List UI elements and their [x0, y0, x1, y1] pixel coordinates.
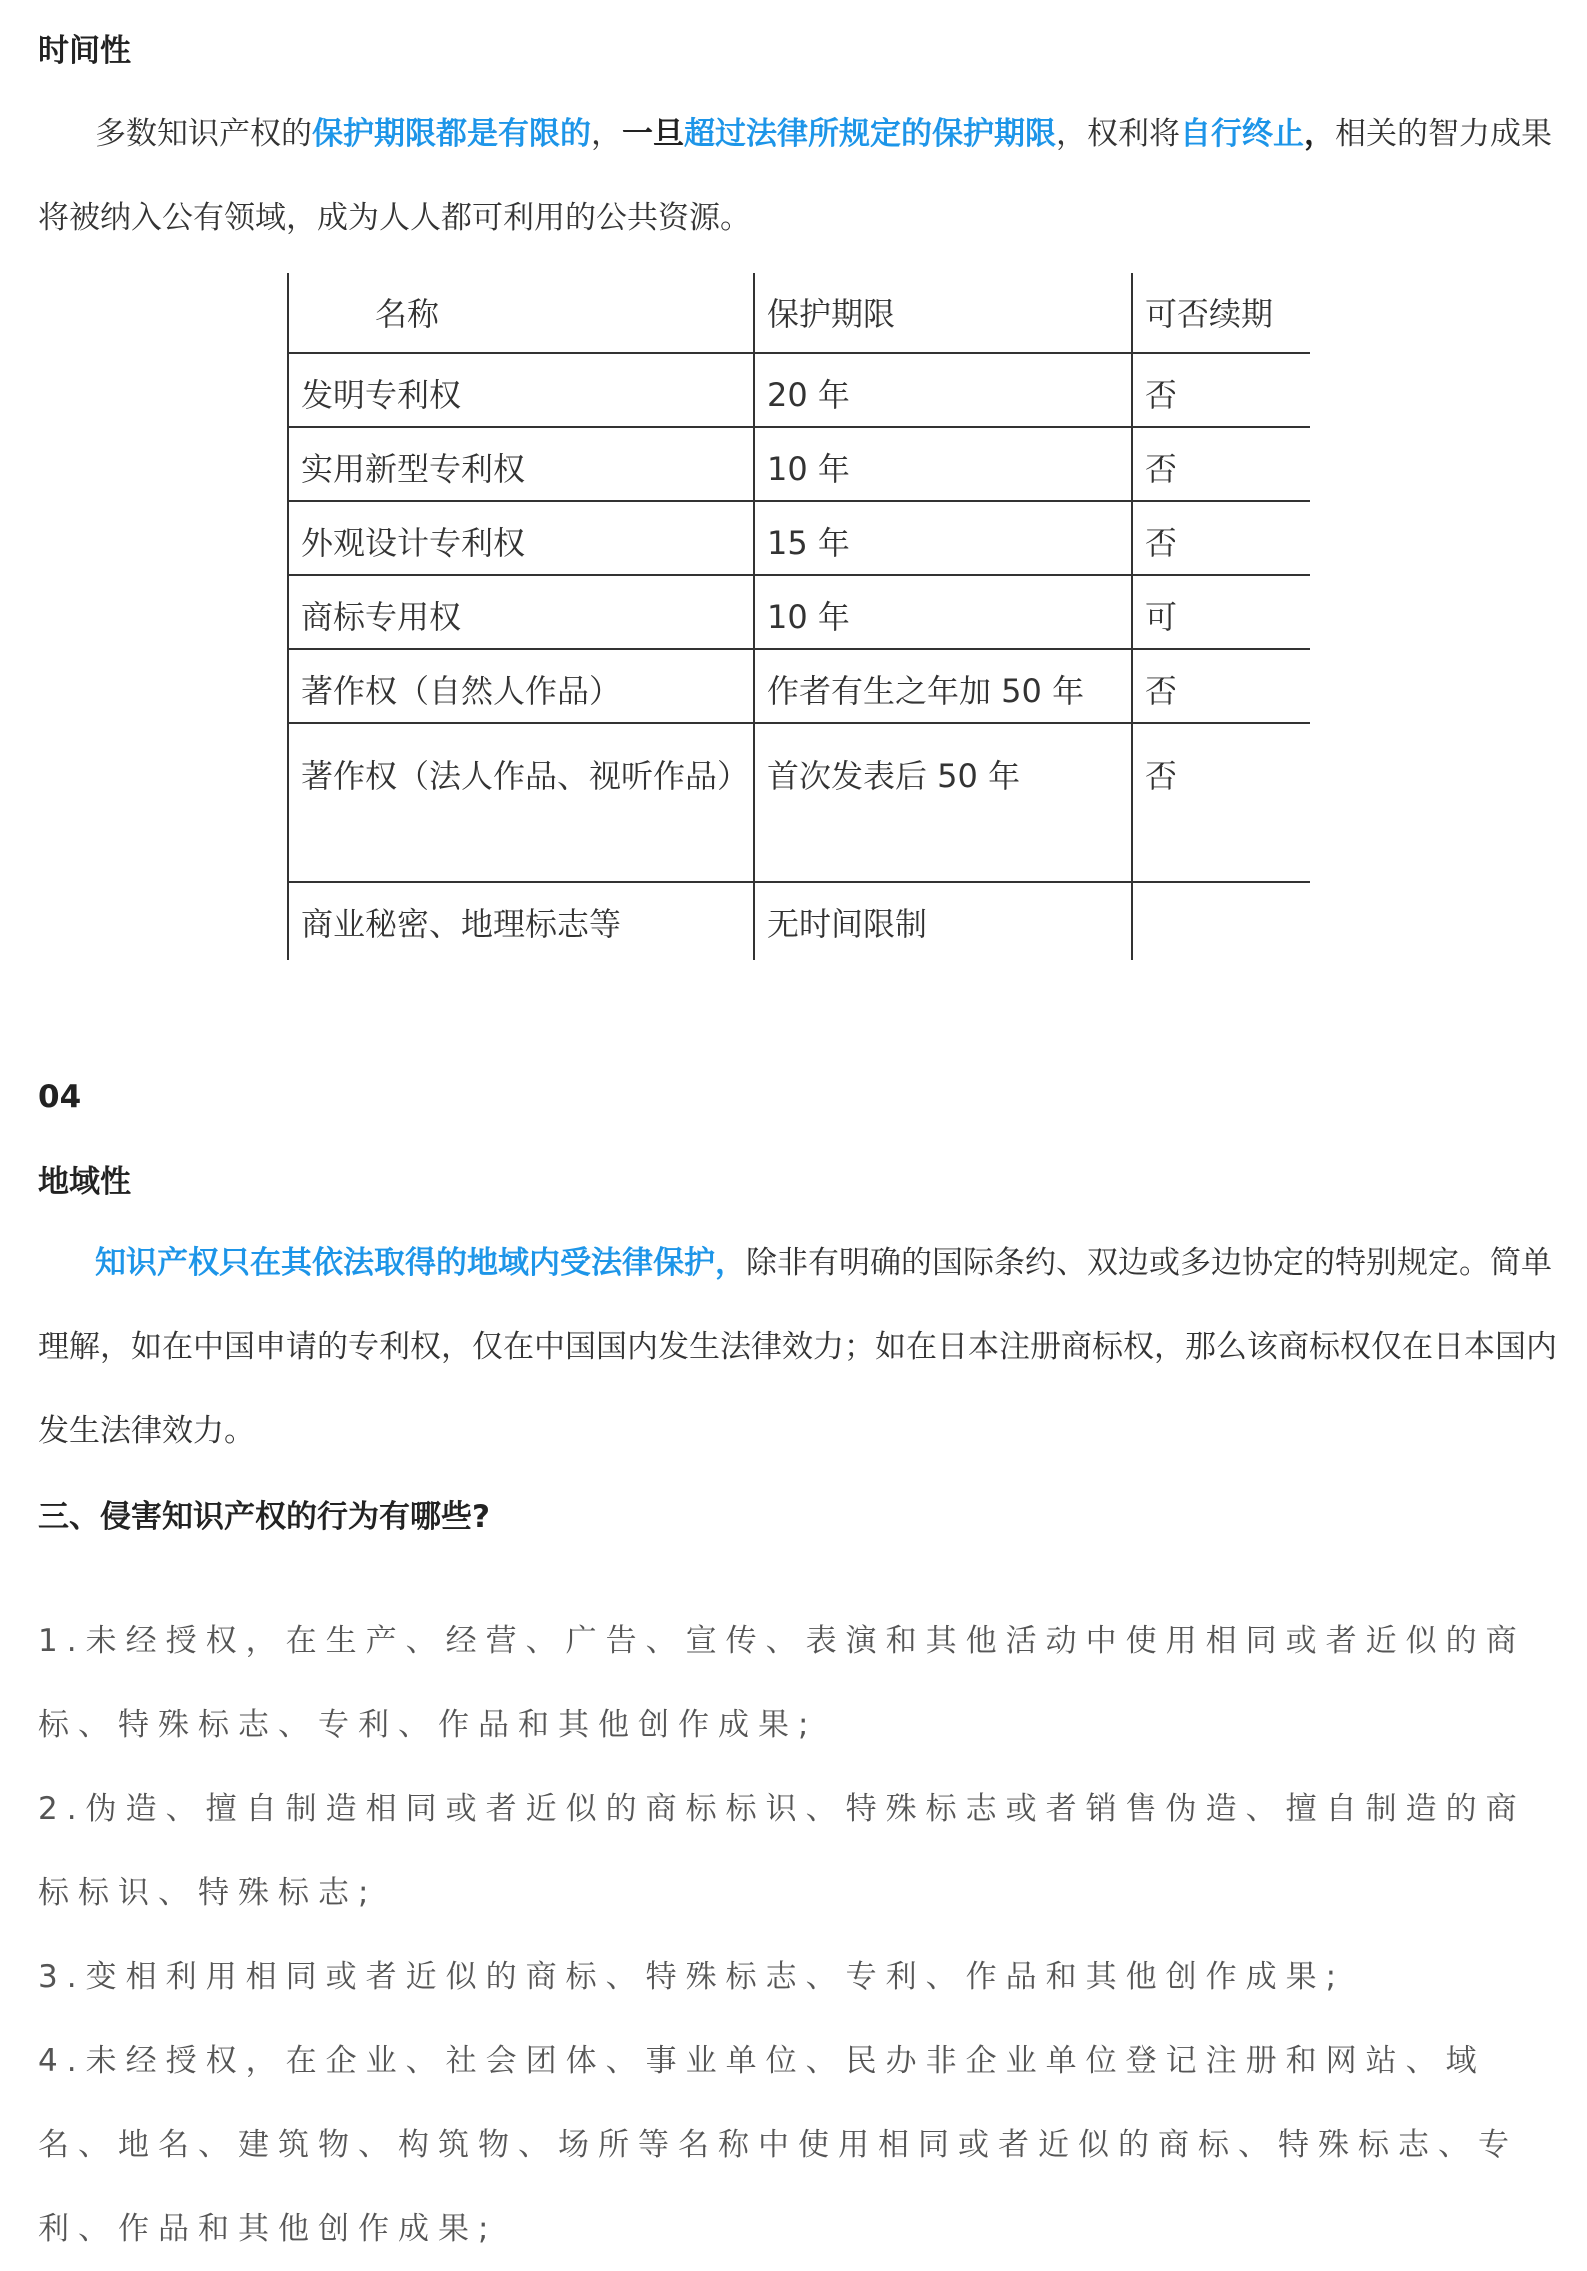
table-row	[288, 575, 1310, 649]
cell-renewable: 否	[1132, 723, 1310, 882]
protection-term-table	[287, 273, 1310, 960]
text-run: 除非有明确的国际条约、双边或多边协定的特别规定。简单理解，如在中国申请的专利权，仅在中国国内发生法律效力；如在日本注册商标权，那么该商标权仅在日本国内发生法律效力。	[38, 1245, 1557, 1449]
table-row	[288, 649, 1310, 723]
heading-timeliness: 时间性	[38, 33, 131, 69]
list-item: 1.未经授权，在生产、经营、广告、宣传、表演和其他活动中使用相同或者近似的商标、特殊标志、专利、作品和其他创作成果;	[38, 1623, 1526, 1743]
cell-renewable: 否	[1132, 427, 1310, 501]
table-row	[288, 882, 1310, 960]
cell-term: 作者有生之年加 50 年	[754, 649, 1132, 723]
bold-once: 一旦	[622, 116, 684, 152]
header-name: 名称	[288, 273, 754, 353]
cell-name: 著作权（法人作品、视听作品）	[288, 723, 754, 882]
bold-comma: ，	[1304, 116, 1335, 152]
paragraph-timeliness	[38, 92, 1558, 260]
text-run: 相关的智力成果将被纳入公有领域，成为人人都可利用的公共资源。	[38, 116, 1552, 236]
list-item: 3.变相利用相同或者近似的商标、特殊标志、专利、作品和其他创作成果;	[38, 1959, 1346, 1995]
table-row	[288, 723, 1310, 882]
cell-term: 10 年	[754, 427, 1132, 501]
cell-name: 商业秘密、地理标志等	[288, 882, 754, 960]
list-item: 4.未经授权，在企业、社会团体、事业单位、民办非企业单位登记注册和网站、域名、地名、建筑物、构筑物、场所等名称中使用相同或者近似的商标、特殊标志、专利、作品和其他创作成果;	[38, 2043, 1518, 2247]
table-row	[288, 501, 1310, 575]
cell-name: 著作权（自然人作品）	[288, 649, 754, 723]
cell-renewable: 否	[1132, 501, 1310, 575]
cell-name: 发明专利权	[288, 353, 754, 427]
cell-name: 外观设计专利权	[288, 501, 754, 575]
table-header-row	[288, 273, 1310, 353]
cell-renewable	[1132, 882, 1310, 960]
header-term: 保护期限	[754, 273, 1132, 353]
cell-term: 20 年	[754, 353, 1132, 427]
table-row	[288, 427, 1310, 501]
highlight-territorial-protection: 知识产权只在其依法取得的地域内受法律保护，	[95, 1245, 746, 1281]
text-run: ，权利将	[1056, 116, 1180, 152]
heading-territoriality: 地域性	[38, 1164, 131, 1200]
text-run: 多数知识产权的	[95, 116, 312, 152]
cell-renewable: 否	[1132, 649, 1310, 723]
highlight-exceed-term: 超过法律所规定的保护期限	[684, 116, 1056, 152]
heading-infringement: 三、侵害知识产权的行为有哪些?	[38, 1499, 490, 1535]
text-run: ，	[591, 116, 622, 152]
highlight-protection-limited: 保护期限都是有限的	[312, 116, 591, 152]
highlight-terminate: 自行终止	[1180, 116, 1304, 152]
section-number: 04	[38, 1079, 82, 1115]
cell-term: 15 年	[754, 501, 1132, 575]
cell-name: 实用新型专利权	[288, 427, 754, 501]
cell-term: 首次发表后 50 年	[754, 723, 1132, 882]
cell-name: 商标专用权	[288, 575, 754, 649]
cell-term: 10 年	[754, 575, 1132, 649]
header-renewable: 可否续期	[1132, 273, 1310, 353]
paragraph-territoriality	[38, 1221, 1558, 1473]
cell-renewable: 否	[1132, 353, 1310, 427]
list-item: 2.伪造、擅自制造相同或者近似的商标标识、特殊标志或者销售伪造、擅自制造的商标标识、特殊标志;	[38, 1791, 1526, 1911]
table-row	[288, 353, 1310, 427]
cell-renewable: 可	[1132, 575, 1310, 649]
cell-term: 无时间限制	[754, 882, 1132, 960]
